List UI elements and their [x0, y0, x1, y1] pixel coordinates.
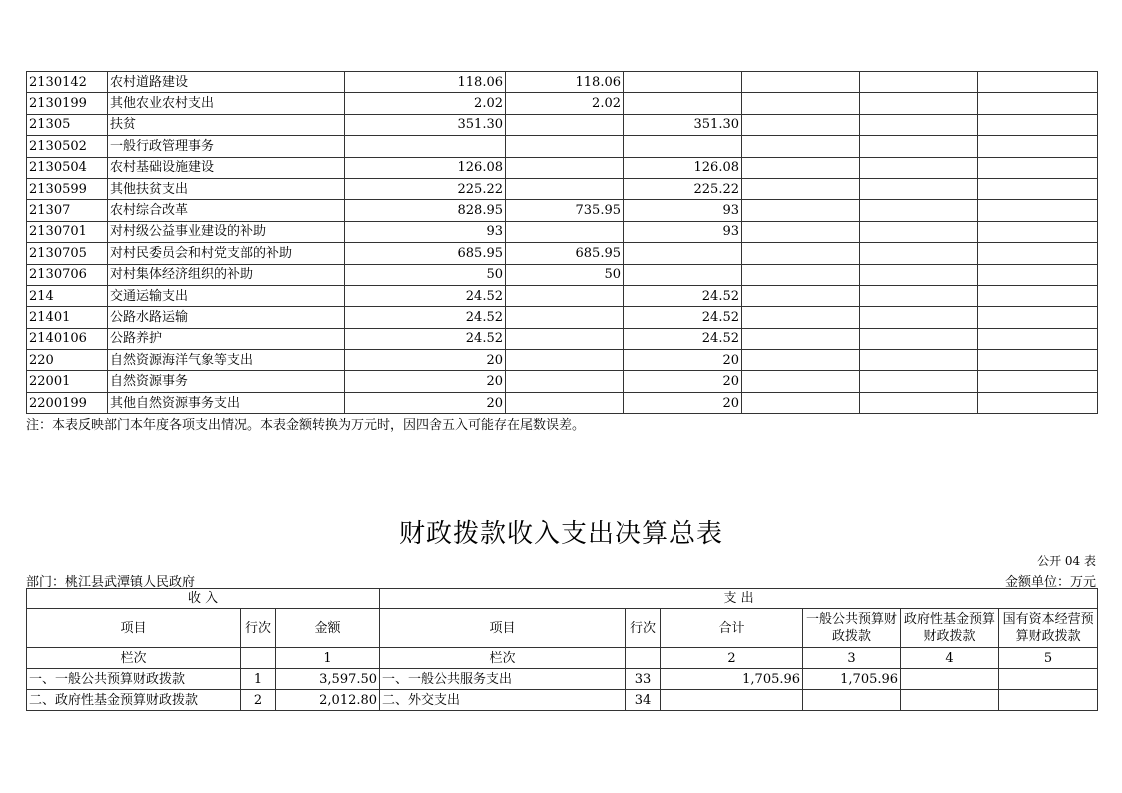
- department-label: 部门：桃江县武潭镇人民政府: [26, 575, 196, 590]
- row-name: 其他扶贫支出: [108, 178, 345, 199]
- row-col5: [860, 157, 978, 178]
- row-name: 对村民委员会和村党支部的补助: [108, 243, 345, 264]
- row-col6: [978, 307, 1098, 328]
- expense-fund: [901, 669, 999, 690]
- row-col6: [978, 200, 1098, 221]
- income-item-header: 项目: [27, 609, 241, 648]
- row-col4: [742, 72, 860, 93]
- col-number-3: 3: [803, 648, 901, 669]
- row-col5: [860, 371, 978, 392]
- row-name: 扶贫: [108, 114, 345, 135]
- row-col4: [742, 221, 860, 242]
- row-code: 220: [27, 350, 108, 371]
- income-line: 1: [241, 669, 276, 690]
- row-col4: [742, 371, 860, 392]
- row-basic: 50: [506, 264, 624, 285]
- expense-line: 34: [626, 690, 661, 711]
- row-project: 20: [624, 350, 742, 371]
- row-project: 24.52: [624, 285, 742, 306]
- row-project: 24.52: [624, 307, 742, 328]
- row-total: 24.52: [345, 328, 506, 349]
- capital-budget-header: 国有资本经营预算财政拨款: [999, 609, 1098, 648]
- row-code: 2140106: [27, 328, 108, 349]
- income-amount: 3,597.50: [276, 669, 380, 690]
- income-amount-header: 金额: [276, 609, 380, 648]
- row-basic: 735.95: [506, 200, 624, 221]
- row-col5: [860, 200, 978, 221]
- row-basic: [506, 392, 624, 413]
- col-label-income: 栏次: [27, 648, 241, 669]
- table-row: [27, 114, 1098, 135]
- expense-total: [661, 690, 803, 711]
- row-code: 2130502: [27, 136, 108, 157]
- general-budget-header: 一般公共预算财政拨款: [803, 609, 901, 648]
- expense-detail-table: [26, 71, 1098, 414]
- table-row: [27, 350, 1098, 371]
- row-basic: [506, 136, 624, 157]
- row-name: 对村集体经济组织的补助: [108, 264, 345, 285]
- col-number-5: 5: [999, 648, 1098, 669]
- row-col4: [742, 243, 860, 264]
- row-basic: 118.06: [506, 72, 624, 93]
- expense-detail-body: [27, 72, 1098, 414]
- table-row: [27, 136, 1098, 157]
- col-blank: [241, 648, 276, 669]
- row-code: 2130701: [27, 221, 108, 242]
- row-total: 20: [345, 350, 506, 371]
- row-code: 22001: [27, 371, 108, 392]
- table-row: [27, 669, 1098, 690]
- col-number-1: 1: [276, 648, 380, 669]
- row-basic: [506, 350, 624, 371]
- row-total: [345, 136, 506, 157]
- row-col4: [742, 157, 860, 178]
- row-name: 公路养护: [108, 328, 345, 349]
- table-row: [27, 157, 1098, 178]
- row-total: 93: [345, 221, 506, 242]
- row-col5: [860, 392, 978, 413]
- row-basic: 2.02: [506, 93, 624, 114]
- row-code: 2130706: [27, 264, 108, 285]
- row-basic: [506, 178, 624, 199]
- row-col6: [978, 328, 1098, 349]
- row-basic: 685.95: [506, 243, 624, 264]
- income-line: 2: [241, 690, 276, 711]
- row-code: 21401: [27, 307, 108, 328]
- row-code: 2130142: [27, 72, 108, 93]
- row-col6: [978, 285, 1098, 306]
- row-total: 126.08: [345, 157, 506, 178]
- table-row: [27, 392, 1098, 413]
- row-name: 农村基础设施建设: [108, 157, 345, 178]
- row-project: [624, 93, 742, 114]
- row-basic: [506, 328, 624, 349]
- expense-total-header: 合计: [661, 609, 803, 648]
- income-item: 二、政府性基金预算财政拨款: [27, 690, 241, 711]
- expense-capital: [999, 669, 1098, 690]
- row-col4: [742, 392, 860, 413]
- row-code: 2200199: [27, 392, 108, 413]
- row-project: 351.30: [624, 114, 742, 135]
- row-total: 50: [345, 264, 506, 285]
- fiscal-summary-table: [26, 588, 1098, 711]
- row-total: 20: [345, 392, 506, 413]
- row-project: [624, 264, 742, 285]
- row-basic: [506, 221, 624, 242]
- row-project: 20: [624, 392, 742, 413]
- table-row: [27, 221, 1098, 242]
- row-project: 20: [624, 371, 742, 392]
- row-code: 2130705: [27, 243, 108, 264]
- row-col6: [978, 392, 1098, 413]
- row-name: 其他自然资源事务支出: [108, 392, 345, 413]
- row-code: 214: [27, 285, 108, 306]
- table-row: [27, 371, 1098, 392]
- row-project: [624, 72, 742, 93]
- row-name: 农村综合改革: [108, 200, 345, 221]
- row-project: [624, 136, 742, 157]
- form-number: 公开 04 表: [1037, 554, 1096, 568]
- row-col6: [978, 114, 1098, 135]
- expense-fund: [901, 690, 999, 711]
- row-col6: [978, 93, 1098, 114]
- income-line-header: 行次: [241, 609, 276, 648]
- expense-total: 1,705.96: [661, 669, 803, 690]
- row-col6: [978, 221, 1098, 242]
- row-code: 21307: [27, 200, 108, 221]
- row-col4: [742, 200, 860, 221]
- expense-item: 二、外交支出: [380, 690, 626, 711]
- income-amount: 2,012.80: [276, 690, 380, 711]
- row-total: 118.06: [345, 72, 506, 93]
- table-row: [27, 264, 1098, 285]
- row-total: 685.95: [345, 243, 506, 264]
- row-basic: [506, 114, 624, 135]
- row-code: 2130199: [27, 93, 108, 114]
- row-project: 24.52: [624, 328, 742, 349]
- table-row: [27, 307, 1098, 328]
- row-basic: [506, 307, 624, 328]
- row-basic: [506, 371, 624, 392]
- row-col5: [860, 72, 978, 93]
- row-basic: [506, 285, 624, 306]
- table-row: [27, 72, 1098, 93]
- row-total: 20: [345, 371, 506, 392]
- row-name: 农村道路建设: [108, 72, 345, 93]
- expense-item: 一、一般公共服务支出: [380, 669, 626, 690]
- expense-capital: [999, 690, 1098, 711]
- row-col4: [742, 285, 860, 306]
- row-col4: [742, 328, 860, 349]
- row-project: 126.08: [624, 157, 742, 178]
- income-item: 一、一般公共预算财政拨款: [27, 669, 241, 690]
- table-note: 注：本表反映部门本年度各项支出情况。本表金额转换为万元时，因四舍五入可能存在尾数误差。: [26, 418, 586, 433]
- row-col6: [978, 72, 1098, 93]
- table-row: [27, 243, 1098, 264]
- row-col6: [978, 264, 1098, 285]
- expense-line: 33: [626, 669, 661, 690]
- table-row: [27, 200, 1098, 221]
- row-name: 对村级公益事业建设的补助: [108, 221, 345, 242]
- row-name: 公路水路运输: [108, 307, 345, 328]
- amount-unit-label: 金额单位：万元: [1004, 575, 1096, 590]
- table-row: [27, 93, 1098, 114]
- row-total: 24.52: [345, 285, 506, 306]
- table-row: [27, 285, 1098, 306]
- row-project: 93: [624, 200, 742, 221]
- row-code: 21305: [27, 114, 108, 135]
- row-code: 2130504: [27, 157, 108, 178]
- row-col5: [860, 178, 978, 199]
- row-col4: [742, 93, 860, 114]
- page-title: 财政拨款收入支出决算总表: [398, 519, 723, 549]
- row-name: 自然资源事务: [108, 371, 345, 392]
- row-code: 2130599: [27, 178, 108, 199]
- col-number-4: 4: [901, 648, 999, 669]
- row-col4: [742, 136, 860, 157]
- row-name: 自然资源海洋气象等支出: [108, 350, 345, 371]
- row-col5: [860, 264, 978, 285]
- table-row: [27, 328, 1098, 349]
- row-project: 93: [624, 221, 742, 242]
- row-total: 828.95: [345, 200, 506, 221]
- row-col5: [860, 285, 978, 306]
- row-col6: [978, 178, 1098, 199]
- row-col4: [742, 114, 860, 135]
- row-col6: [978, 136, 1098, 157]
- row-col6: [978, 371, 1098, 392]
- row-col4: [742, 350, 860, 371]
- col-blank-2: [626, 648, 661, 669]
- row-col5: [860, 328, 978, 349]
- row-project: 225.22: [624, 178, 742, 199]
- row-total: 351.30: [345, 114, 506, 135]
- expense-general: 1,705.96: [803, 669, 901, 690]
- row-col4: [742, 264, 860, 285]
- row-basic: [506, 157, 624, 178]
- row-col4: [742, 307, 860, 328]
- col-number-2: 2: [661, 648, 803, 669]
- row-project: [624, 243, 742, 264]
- row-col5: [860, 221, 978, 242]
- table-row: [27, 690, 1098, 711]
- income-header: 收 入: [27, 589, 380, 609]
- expense-item-header: 项目: [380, 609, 626, 648]
- col-label-expense: 栏次: [380, 648, 626, 669]
- row-col5: [860, 243, 978, 264]
- row-col6: [978, 350, 1098, 371]
- expense-general: [803, 690, 901, 711]
- expense-header: 支 出: [380, 589, 1098, 609]
- row-total: 2.02: [345, 93, 506, 114]
- row-col5: [860, 93, 978, 114]
- fund-budget-header: 政府性基金预算财政拨款: [901, 609, 999, 648]
- row-col5: [860, 114, 978, 135]
- expense-line-header: 行次: [626, 609, 661, 648]
- row-col6: [978, 243, 1098, 264]
- row-col5: [860, 350, 978, 371]
- row-col6: [978, 157, 1098, 178]
- row-col5: [860, 136, 978, 157]
- row-name: 一般行政管理事务: [108, 136, 345, 157]
- row-total: 225.22: [345, 178, 506, 199]
- row-name: 其他农业农村支出: [108, 93, 345, 114]
- row-name: 交通运输支出: [108, 285, 345, 306]
- row-col5: [860, 307, 978, 328]
- row-col4: [742, 178, 860, 199]
- row-total: 24.52: [345, 307, 506, 328]
- table-row: [27, 178, 1098, 199]
